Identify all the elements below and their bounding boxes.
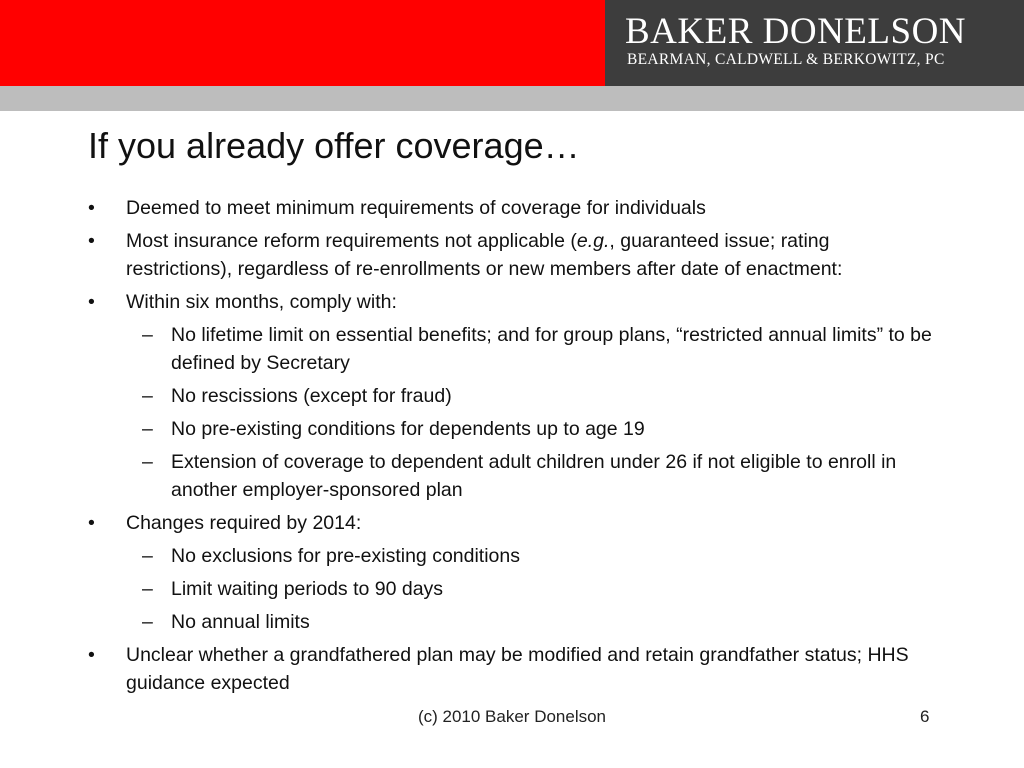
bullet-list (0, 194, 1024, 702)
sub-bullet-item (0, 608, 941, 636)
bullet-item (0, 227, 926, 283)
header-gray-band (0, 86, 1024, 111)
italic-text: e.g. (576, 230, 610, 252)
dash-marker: – (142, 451, 153, 473)
item-text: Within six months, comply with: (126, 291, 397, 313)
bullet-item (0, 509, 926, 537)
sub-bullet-item (0, 415, 941, 443)
bullet-marker: • (88, 197, 95, 219)
item-text: No exclusions for pre-existing conditions (171, 545, 521, 567)
item-text: Most insurance reform requirements not applicable ( (126, 230, 577, 252)
item-text: Extension of coverage to dependent adult children under 26 if not eligible to enroll in another employer-sponsored plan (171, 451, 897, 501)
dash-marker: – (142, 418, 153, 440)
sub-bullet-item (0, 321, 941, 377)
firm-logo-name: BAKER DONELSON (625, 11, 967, 52)
footer-copyright: (c) 2010 Baker Donelson (417, 707, 607, 726)
bullet-marker: • (88, 291, 95, 313)
dash-marker: – (142, 324, 153, 346)
item-text: Changes required by 2014: (126, 512, 362, 534)
bullet-item (0, 194, 926, 222)
item-text: No pre-existing conditions for dependents up to age 19 (171, 418, 645, 440)
item-text: No annual limits (171, 611, 310, 633)
sub-bullet-item (0, 575, 941, 603)
page-number: 6 (920, 707, 930, 726)
sub-bullet-item (0, 382, 941, 410)
sub-bullet-item (0, 448, 941, 504)
item-text: , guaranteed issue; rating restrictions), regardless of re-enrollments or new members after date of enactment: (126, 230, 843, 280)
slide-title: If you already offer coverage… (88, 125, 580, 166)
firm-logo-subtitle: BEARMAN, CALDWELL & BERKOWITZ, PC (627, 51, 945, 68)
bullet-marker: • (88, 644, 95, 666)
item-text: Deemed to meet minimum requirements of coverage for individuals (126, 197, 706, 219)
dash-marker: – (142, 578, 153, 600)
item-text: No lifetime limit on essential benefits; and for group plans, “restricted annual limits” to be defined by Secretary (171, 324, 932, 374)
item-text: Limit waiting periods to 90 days (171, 578, 444, 600)
sub-bullet-item (0, 542, 941, 570)
dash-marker: – (142, 611, 153, 633)
item-text: Unclear whether a grandfathered plan may be modified and retain grandfather status; HHS guidance expected (126, 644, 909, 694)
item-text: No rescissions (except for fraud) (171, 385, 452, 407)
bullet-marker: • (88, 230, 95, 252)
bullet-marker: • (88, 512, 95, 534)
dash-marker: – (142, 545, 153, 567)
header-red-bar (0, 0, 605, 86)
bullet-item (0, 288, 926, 316)
dash-marker: – (142, 385, 153, 407)
bullet-item (0, 641, 926, 697)
